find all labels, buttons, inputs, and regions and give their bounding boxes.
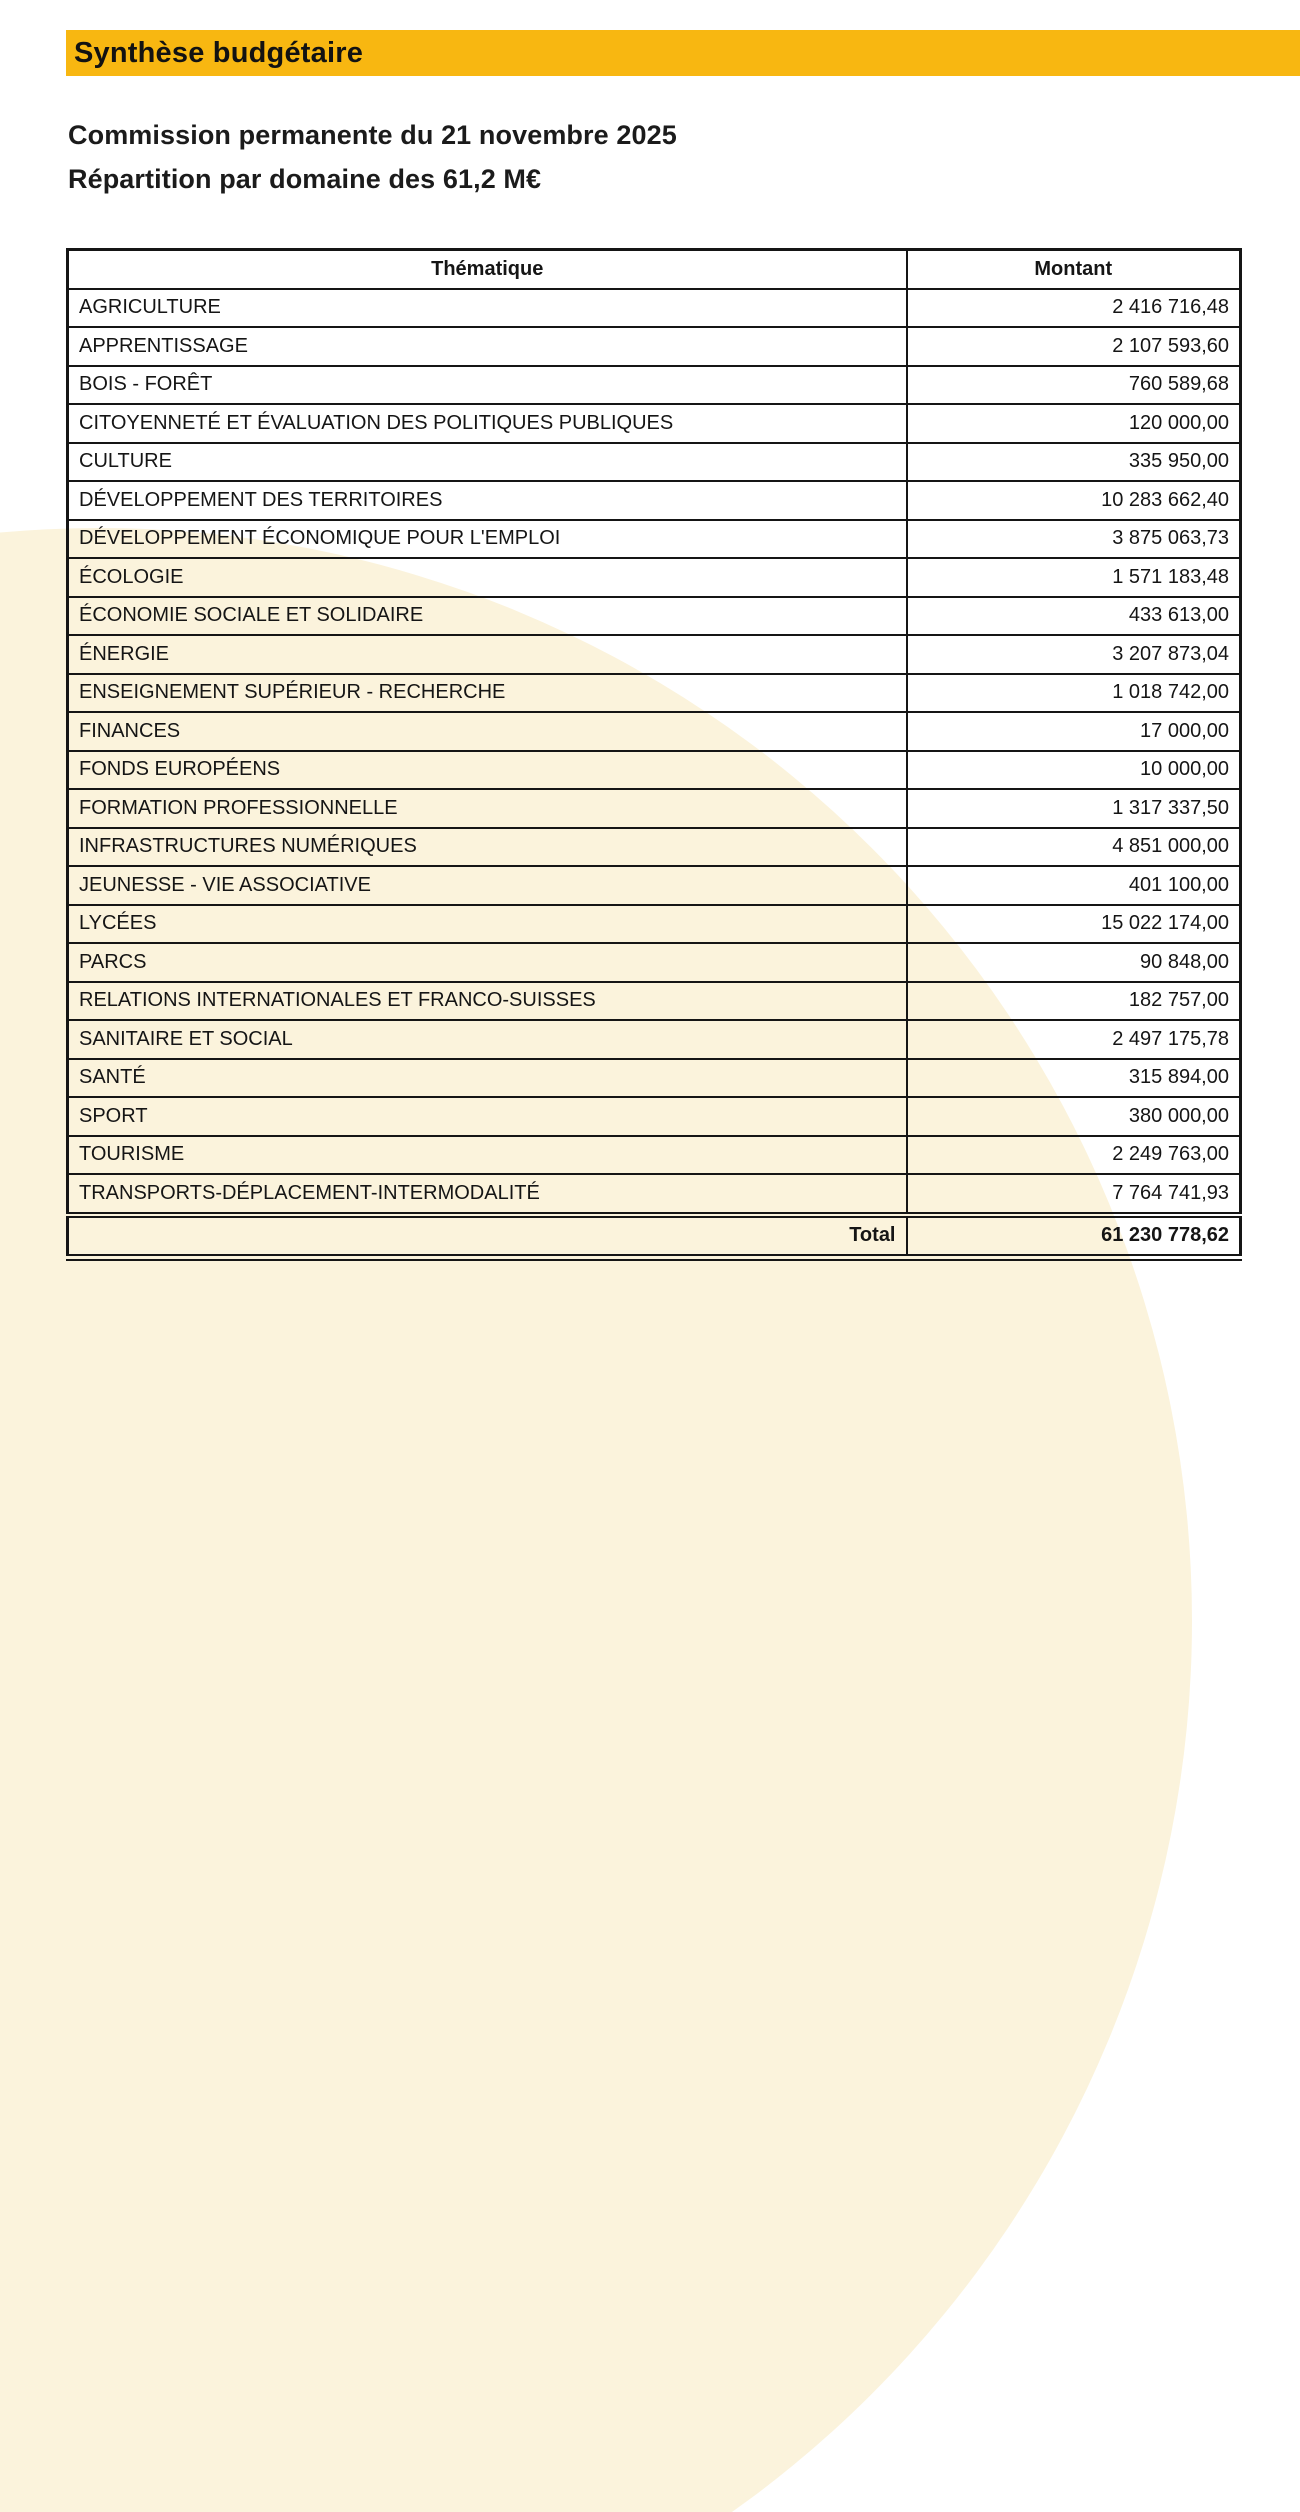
row-amount: 15 022 174,00 [907, 905, 1241, 944]
page-title: Synthèse budgétaire [74, 36, 364, 69]
total-amount: 61 230 778,62 [907, 1215, 1241, 1258]
row-amount: 4 851 000,00 [907, 828, 1241, 867]
table-header-row [68, 250, 1241, 289]
row-amount: 2 249 763,00 [907, 1136, 1241, 1175]
page-banner [66, 30, 1300, 76]
row-label: TRANSPORTS-DÉPLACEMENT-INTERMODALITÉ [68, 1174, 907, 1215]
row-label: INFRASTRUCTURES NUMÉRIQUES [68, 828, 907, 867]
row-amount: 1 018 742,00 [907, 674, 1241, 713]
table-row [68, 1097, 1241, 1136]
budget-table [66, 248, 1242, 1261]
table-row [68, 443, 1241, 482]
row-amount: 2 107 593,60 [907, 327, 1241, 366]
row-label: APPRENTISSAGE [68, 327, 907, 366]
row-label: CULTURE [68, 443, 907, 482]
row-amount: 1 317 337,50 [907, 789, 1241, 828]
total-row [68, 1215, 1241, 1258]
row-label: LYCÉES [68, 905, 907, 944]
row-label: SANITAIRE ET SOCIAL [68, 1020, 907, 1059]
row-label: SANTÉ [68, 1059, 907, 1098]
table-row [68, 828, 1241, 867]
row-label: FONDS EUROPÉENS [68, 751, 907, 790]
table-row [68, 751, 1241, 790]
table-row [68, 982, 1241, 1021]
row-label: FINANCES [68, 712, 907, 751]
row-label: BOIS - FORÊT [68, 366, 907, 405]
row-amount: 401 100,00 [907, 866, 1241, 905]
subtitle-commission-date: Commission permanente du 21 novembre 2025 [68, 120, 677, 150]
row-label: RELATIONS INTERNATIONALES ET FRANCO-SUISSES [68, 982, 907, 1021]
row-label: TOURISME [68, 1136, 907, 1175]
row-label: SPORT [68, 1097, 907, 1136]
subtitle-repartition: Répartition par domaine des 61,2 M€ [68, 164, 542, 194]
total-label: Total [68, 1215, 907, 1258]
table-row [68, 520, 1241, 559]
row-amount: 182 757,00 [907, 982, 1241, 1021]
row-label: ÉCOLOGIE [68, 558, 907, 597]
table-row [68, 789, 1241, 828]
table-row [68, 327, 1241, 366]
table-row [68, 404, 1241, 443]
table-row [68, 481, 1241, 520]
table-row [68, 1174, 1241, 1215]
table-row [68, 289, 1241, 328]
row-amount: 10 283 662,40 [907, 481, 1241, 520]
row-amount: 7 764 741,93 [907, 1174, 1241, 1215]
row-label: ENSEIGNEMENT SUPÉRIEUR - RECHERCHE [68, 674, 907, 713]
row-amount: 380 000,00 [907, 1097, 1241, 1136]
table-row [68, 674, 1241, 713]
table-row [68, 943, 1241, 982]
table-row [68, 712, 1241, 751]
row-label: CITOYENNETÉ ET ÉVALUATION DES POLITIQUES PUBLIQUES [68, 404, 907, 443]
row-amount: 315 894,00 [907, 1059, 1241, 1098]
table-row [68, 597, 1241, 636]
column-header-montant: Montant [907, 250, 1241, 289]
row-amount: 17 000,00 [907, 712, 1241, 751]
row-label: AGRICULTURE [68, 289, 907, 328]
row-amount: 2 416 716,48 [907, 289, 1241, 328]
row-amount: 1 571 183,48 [907, 558, 1241, 597]
table-row [68, 866, 1241, 905]
row-label: DÉVELOPPEMENT ÉCONOMIQUE POUR L'EMPLOI [68, 520, 907, 559]
row-amount: 90 848,00 [907, 943, 1241, 982]
row-label: ÉCONOMIE SOCIALE ET SOLIDAIRE [68, 597, 907, 636]
row-amount: 10 000,00 [907, 751, 1241, 790]
table-row [68, 1020, 1241, 1059]
table-row [68, 558, 1241, 597]
row-amount: 433 613,00 [907, 597, 1241, 636]
column-header-thematique: Thématique [68, 250, 907, 289]
row-label: PARCS [68, 943, 907, 982]
row-label: DÉVELOPPEMENT DES TERRITOIRES [68, 481, 907, 520]
row-amount: 2 497 175,78 [907, 1020, 1241, 1059]
row-amount: 335 950,00 [907, 443, 1241, 482]
row-amount: 120 000,00 [907, 404, 1241, 443]
row-label: FORMATION PROFESSIONNELLE [68, 789, 907, 828]
row-amount: 3 207 873,04 [907, 635, 1241, 674]
table-row [68, 1136, 1241, 1175]
table-row [68, 905, 1241, 944]
table-row [68, 635, 1241, 674]
row-label: JEUNESSE - VIE ASSOCIATIVE [68, 866, 907, 905]
row-amount: 3 875 063,73 [907, 520, 1241, 559]
table-row [68, 366, 1241, 405]
table-row [68, 1059, 1241, 1098]
row-amount: 760 589,68 [907, 366, 1241, 405]
row-label: ÉNERGIE [68, 635, 907, 674]
